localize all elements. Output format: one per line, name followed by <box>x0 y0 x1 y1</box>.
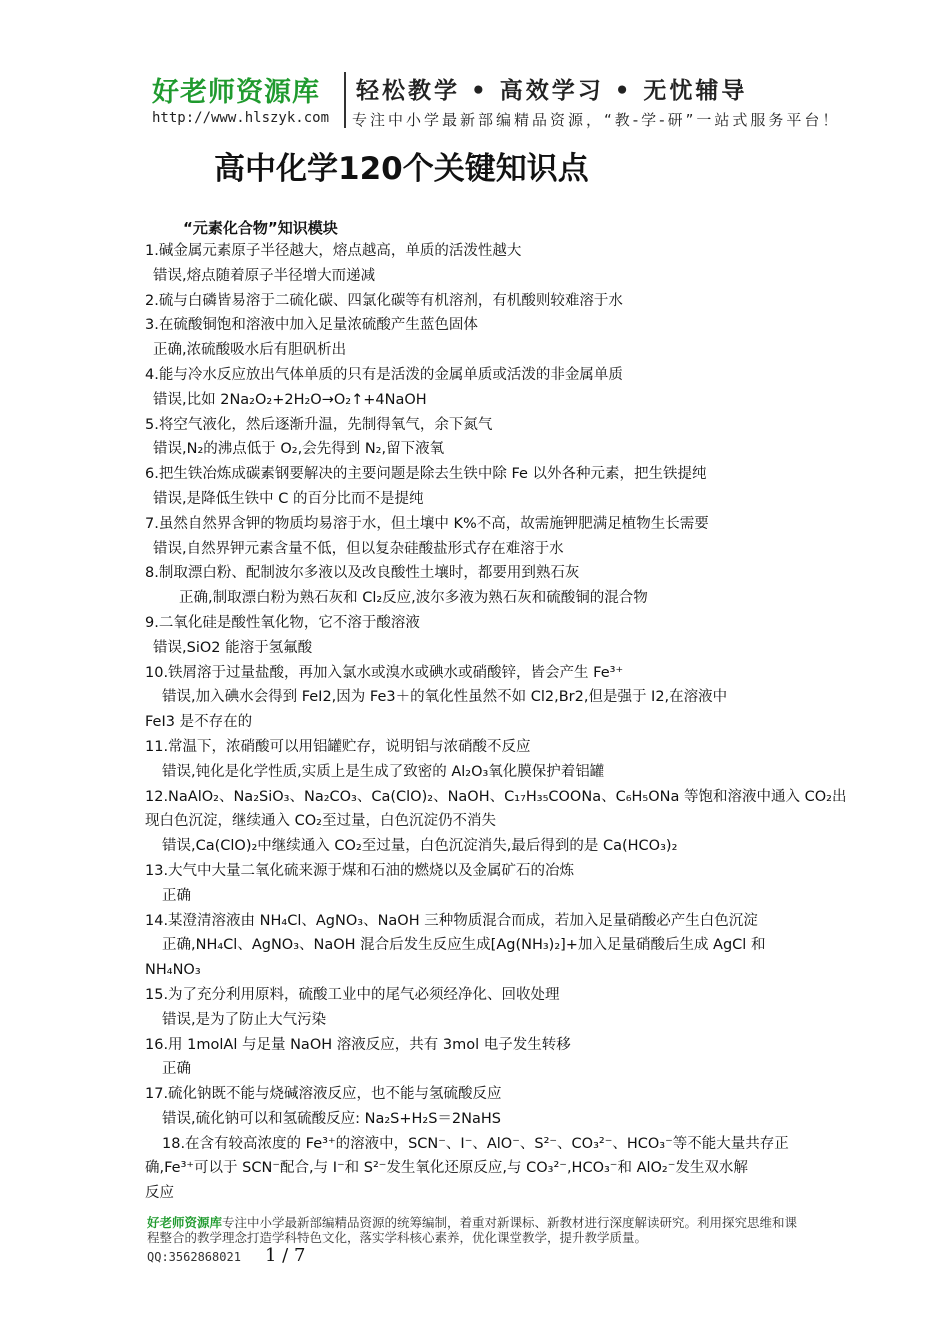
footer-description <box>147 1215 807 1245</box>
brand-logo: 好老师资源库 <box>152 77 320 108</box>
answer-line: 错误,自然界钾元素含量不低，但以复杂硅酸盐形式存在难溶于水 <box>153 540 564 557</box>
statement-line: 1.碱金属元素原子半径越大，熔点越高，单质的活泼性越大 <box>145 243 522 259</box>
answer-line: 错误,熔点随着原子半径增大而递减 <box>153 267 376 284</box>
statement-line: 7.虽然自然界含钾的物质均易溶于水，但土壤中 K%不高，故需施钾肥满足植物生长需要 <box>145 515 709 532</box>
statement-line: 17.硫化钠既不能与烧碱溶液反应，也不能与氢硫酸反应 <box>145 1086 502 1103</box>
header-divider <box>344 72 346 128</box>
header-tagline: 专注中小学最新部编精品资源，“教-学-研”一站式服务平台！ <box>352 111 841 129</box>
answer-line: 正确 <box>162 887 191 904</box>
document-title: 高中化学120个关键知识点 <box>214 151 589 187</box>
header-slogan: 轻松教学 • 高效学习 • 无忧辅导 <box>356 78 748 104</box>
answer-line: 错误,是为了防止大气污染 <box>162 1011 327 1028</box>
answer-line: 错误,是降低生铁中 C 的百分比而不是提纯 <box>153 490 424 507</box>
answer-line: 正确,制取漂白粉为熟石灰和 Cl₂反应,波尔多液为熟石灰和硫酸铜的混合物 <box>179 590 648 607</box>
statement-line: 16.用 1molAl 与足量 NaOH 溶液反应，共有 3mol 电子发生转移 <box>145 1036 571 1053</box>
answer-line: 错误,SiO2 能溶于氢氟酸 <box>153 639 313 656</box>
statement-line: 8.制取漂白粉、配制波尔多液以及改良酸性土壤时，都要用到熟石灰 <box>145 565 580 582</box>
answer-line: 错误,钝化是化学性质,实质上是生成了致密的 Al₂O₃氧化膜保护着铝罐 <box>162 763 605 780</box>
module-heading: “元素化合物”知识模块 <box>183 219 338 237</box>
statement-line: 2.硫与白磷皆易溶于二硫化碳、四氯化碳等有机溶剂，有机酸则较难溶于水 <box>145 292 623 309</box>
statement-line: 11.常温下，浓硝酸可以用铝罐贮存，说明铝与浓硝酸不反应 <box>145 738 531 755</box>
document-body <box>145 239 847 1206</box>
statement-line: 4.能与冷水反应放出气体单质的只有是活泼的金属单质或活泼的非金属单质 <box>145 366 623 383</box>
statement-line: 确,Fe³⁺可以于 SCN⁻配合,与 I⁻和 S²⁻发生氧化还原反应,与 CO₃²⁻,HCO₃⁻和 AlO₂⁻发生双水解 <box>145 1160 748 1177</box>
site-url-link[interactable]: http://www.hlszyk.com <box>152 110 330 126</box>
statement-line: 反应 <box>145 1185 174 1202</box>
answer-line: 错误,N₂的沸点低于 O₂,会先得到 N₂,留下液氧 <box>153 441 445 458</box>
answer-line: NH₄NO₃ <box>145 962 201 979</box>
statement-line: 12.NaAlO₂、Na₂SiO₃、Na₂CO₃、Ca(ClO)₂、NaOH、C₁₇H₃₅COONa、C₆H₅ONa 等饱和溶液中通入 CO₂出 <box>145 788 847 805</box>
answer-line: 错误,比如 2Na₂O₂+2H₂O→O₂↑+4NaOH <box>153 391 427 408</box>
footer-brand: 好老师资源库 <box>147 1215 223 1230</box>
answer-line: 错误,硫化钠可以和氢硫酸反应: Na₂S+H₂S＝2NaHS <box>162 1110 501 1127</box>
answer-line: FeI3 是不存在的 <box>145 714 253 731</box>
statement-line: 9.二氧化硅是酸性氧化物，它不溶于酸溶液 <box>145 614 420 631</box>
statement-line: 3.在硫酸铜饱和溶液中加入足量浓硫酸产生蓝色固体 <box>145 317 478 334</box>
statement-line: 6.把生铁冶炼成碳素钢要解决的主要问题是除去生铁中除 Fe 以外各种元素，把生铁提纯 <box>145 466 707 483</box>
footer-desc-text: 专注中小学最新部编精品资源的统筹编制，着重对新课标、新教材进行深度解读研究。利用探究思维和课程整合的教学理念打造学科特色文化，落实学科核心素养，优化课堂教学，提升教学质量。 <box>147 1215 798 1245</box>
answer-line: 正确 <box>162 1061 191 1078</box>
statement-line: 18.在含有较高浓度的 Fe³⁺的溶液中，SCN⁻、I⁻、AlO⁻、S²⁻、CO₃²⁻、HCO₃⁻等不能大量共存正 <box>162 1135 789 1152</box>
statement-line: 现白色沉淀，继续通入 CO₂至过量，白色沉淀仍不消失 <box>145 813 496 830</box>
statement-line: 14.某澄清溶液由 NH₄Cl、AgNO₃、NaOH 三种物质混合而成，若加入足量硝酸必产生白色沉淀 <box>145 912 758 929</box>
page-number: 1 / 7 <box>265 1245 306 1266</box>
answer-line: 错误,加入碘水会得到 FeI2,因为 Fe3＋的氧化性虽然不如 Cl2,Br2,但是强于 I2,在溶液中 <box>162 689 728 706</box>
statement-line: 15.为了充分利用原料，硫酸工业中的尾气必须经净化、回收处理 <box>145 986 560 1003</box>
statement-line: 13.大气中大量二氧化硫来源于煤和石油的燃烧以及金属矿石的冶炼 <box>145 862 575 879</box>
answer-line: 错误,Ca(ClO)₂中继续通入 CO₂至过量，白色沉淀消失,最后得到的是 Ca(HCO₃)₂ <box>162 838 678 855</box>
answer-line: 正确,NH₄Cl、AgNO₃、NaOH 混合后发生反应生成[Ag(NH₃)₂]+加入足量硝酸后生成 AgCl 和 <box>162 937 766 954</box>
footer-qq: QQ:3562868021 <box>147 1250 241 1264</box>
statement-line: 5.将空气液化，然后逐渐升温，先制得氧气，余下氮气 <box>145 416 493 433</box>
statement-line: 10.铁屑溶于过量盐酸，再加入氯水或溴水或碘水或硝酸锌，皆会产生 Fe³⁺ <box>145 664 624 681</box>
answer-line: 正确,浓硫酸吸水后有胆矾析出 <box>153 342 347 359</box>
